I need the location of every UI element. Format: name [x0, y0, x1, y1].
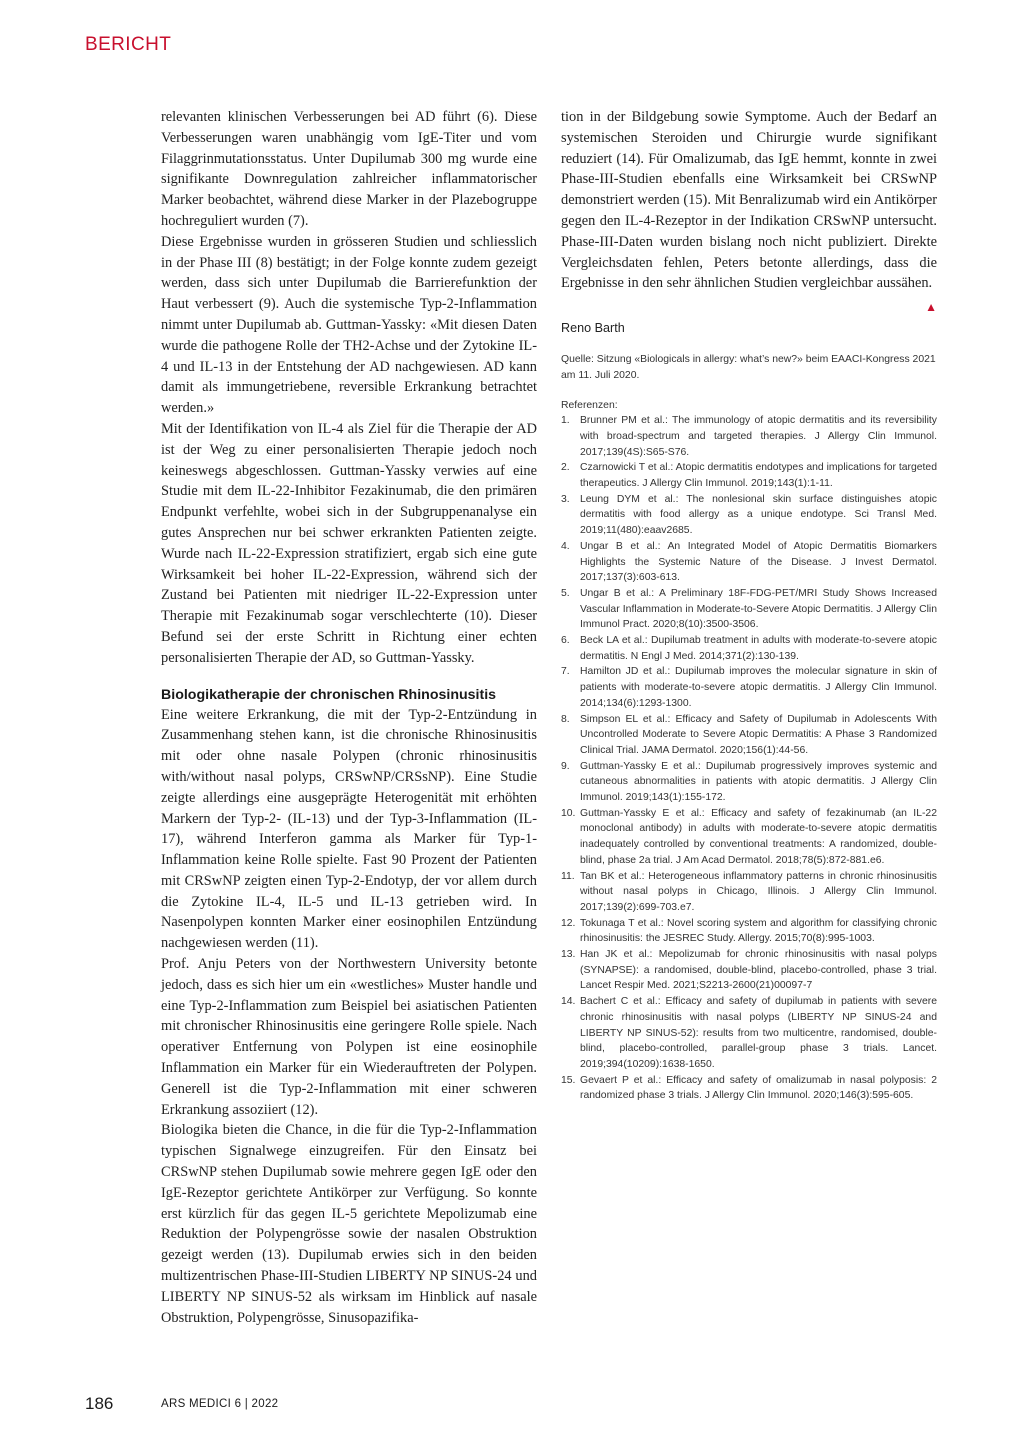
reference-text: Ungar B et al.: A Preliminary 18F-FDG-PET/MRI Study Shows Increased Vascular Inflammation in Moderate-to-Severe Atopic Dermatitis. J Allergy Clin Immunol Pract. 2020;8(10):3500-3506.: [580, 587, 937, 631]
reference-text: Gevaert P et al.: Efficacy and safety of omalizumab in nasal polyposis: 2 randomized phase 3 trials. J Allergy Clin Immunol. 2020;146(3):595-605.: [580, 1074, 937, 1102]
body-paragraph: Mit der Identifikation von IL-4 als Ziel für die Therapie der AD ist der Weg zu einer personalisierten Therapie jedoch noch keineswegs abgeschlossen. Guttman-Yassky verwies auf eine Studie mit dem IL-22-Inhibitor Fezakinumab, die den primären Endpunkt verfehlte, wobei sich in der Subgruppenanalyse ein gutes Ansprechen nur bei schwer erkrankten Patienten zeigte. Wurde nach IL-22-Expression stratifiziert, ergab sich eine gute Wirksamkeit bei hoher IL-22-Expression, während sich der Zustand bei Patienten mit niedriger IL-22-Expression unter Therapie mit Fezakinumab sogar verschlechterte (10). Dieser Befund sei der erste Schritt in Richtung einer echten personalisierten Therapie der AD, so Guttman-Yassky.: [161, 420, 537, 666]
page-number: 186: [85, 1394, 114, 1413]
left-column: [161, 107, 537, 1328]
reference-text: Leung DYM et al.: The nonlesional skin surface distinguishes atopic dermatitis with food allergy as a unique endotype. Sci Transl Med. 2019;11(480):eaav2685.: [580, 493, 937, 537]
reference-item: [561, 586, 937, 633]
reference-item: [561, 712, 937, 759]
reference-text: Bachert C et al.: Efficacy and safety of dupilumab in patients with severe chronic rhinosinusitis with nasal polyps (LIBERTY NP SINUS-24 and LIBERTY NP SINUS-52): results from two multicentre, randomised, double-blind, placebo-controlled, parallel-group phase 3 trials. Lancet. 2019;394(10209):1638-1650.: [580, 996, 937, 1070]
body-paragraph: Eine weitere Erkrankung, die mit der Typ-2-Entzündung in Zusammenhang stehen kann, ist die chronische Rhinosinusitis mit oder ohne nasale Polypen (chronic rhinosinusitis with/without nasal polyps, CRSwNP/CRSsNP). Eine Studie zeigte allerdings eine ausgeprägte Heterogenität mit erhöhten Markern der Typ-2- (IL-13) und der Typ-3-Inflammation (IL-17), während Interferon gamma als Marker für Typ-1-Inflammation keine Rolle spielte. Fast 90 Prozent der Patienten mit CRSwNP zeigten einen Typ-2-Endotyp, der vor allem durch die Zytokine IL-4, IL-5 und IL-13 getrieben wird. In Nasenpolypen konnten Marker einer eosinophilen Entzündung nachgewiesen werden (11).: [161, 706, 537, 952]
reference-item: [561, 994, 937, 1073]
reference-text: Beck LA et al.: Dupilumab treatment in adults with moderate-to-severe atopic dermatitis. N Engl J Med. 2014;371(2):130-139.: [580, 635, 937, 662]
reference-number: 9.: [561, 760, 570, 772]
body-text: tion in der Bildgebung sowie Symptome. Auch der Bedarf an systemischen Steroiden und Chirurgie wurde signifikant reduziert (14). Für Omalizumab, das IgE hemmt, konnte in zwei Phase-III-Studien ebenfalls eine Wirksamkeit bei CRSwNP demonstriert werden (15). Mit Benralizumab wird ein Antikörper gegen den IL-4-Rezeptor in der Indikation CRSwNP untersucht. Phase-III-Daten wurden bislang noch nicht publiziert. Direkte Vergleichsdaten fehlen, Peters betonte allerdings, dass die Ergebnisse in den sehr ähnlichen Studien vergleichbar aussähen.: [561, 109, 937, 292]
reference-number: 7.: [561, 666, 570, 678]
reference-item: [561, 916, 937, 947]
references-heading: Referenzen:: [561, 400, 618, 412]
body-paragraph: Biologika bieten die Chance, in die für die Typ-2-Inflammation typischen Signalwege einzugreifen. Für den Einsatz bei CRSwNP stehen Dupilumab sowie mehrere gegen IgE oder den IgE-Rezeptor gerichtete Antikörper zur Verfügung. So konnte erst kürzlich für das gegen IL-5 gerichtete Mepolizumab eine Reduktion der Polypengrösse sowie der nasalen Obstruktion gezeigt werden (13). Dupilumab erwies sich in den beiden multizentrischen Phase-III-Studien LIBERTY NP SINUS-24 und LIBERTY NP SINUS-52 als wirksam im Hinblick auf nasale Obstruktion, Polypengrösse, Sinusopazifika-: [161, 1122, 537, 1326]
reference-item: [561, 633, 937, 664]
reference-text: Simpson EL et al.: Efficacy and Safety of Dupilumab in Adolescents With Uncontrolled Moderate to Severe Atopic Dermatitis: A Phase 3 Randomized Clinical Trial. JAMA Dermatol. 2020;156(1):44-56.: [580, 713, 937, 756]
reference-number: 8.: [561, 713, 570, 725]
reference-text: Ungar B et al.: An Integrated Model of Atopic Dermatitis Biomarkers Highlights the Systemic Nature of the Disease. J Invest Dermatol. 2017;137(3):603-613.: [580, 540, 937, 584]
section-label: BERICHT: [85, 34, 172, 55]
reference-text: Han JK et al.: Mepolizumab for chronic rhinosinusitis with nasal polyps (SYNAPSE): a randomised, double-blind, placebo-controlled, phase 3 trial. Lancet Respir Med. 2021;S2213-2600(21)00097-7: [580, 949, 937, 992]
reference-text: Hamilton JD et al.: Dupilumab improves the molecular signature in skin of patients with moderate-to-severe atopic dermatitis. J Allergy Clin Immunol. 2014;134(6):1293-1300.: [580, 666, 937, 709]
section-subheading: Biologikatherapie der chronischen Rhinosinusitis: [161, 686, 497, 703]
reference-text: Brunner PM et al.: The immunology of atopic dermatitis and its reversibility with broad-spectrum and targeted therapies. J Allergy Clin Immunol. 2017;139(4S):S65-S76.: [580, 415, 937, 458]
reference-item: [561, 1073, 937, 1104]
reference-number: 11.: [561, 870, 575, 882]
reference-item: [561, 806, 937, 869]
reference-item: [561, 664, 937, 711]
reference-number: 13.: [561, 949, 576, 961]
source-note: Quelle: Sitzung «Biologicals in allergy: what’s new?» beim EAACI-Kongress 2021 am 11. Juli 2020.: [561, 354, 936, 381]
reference-number: 15.: [561, 1074, 576, 1086]
reference-number: 2.: [561, 462, 570, 474]
reference-number: 4.: [561, 540, 570, 552]
reference-item: [561, 413, 937, 460]
reference-number: 12.: [561, 917, 576, 929]
reference-text: Tokunaga T et al.: Novel scoring system and algorithm for classifying chronic rhinosinusitis: the JESREC Study. Allergy. 2015;70(8):995-1003.: [580, 917, 937, 945]
journal-issue: ARS MEDICI 6 | 2022: [161, 1398, 279, 1410]
reference-item: [561, 947, 937, 994]
reference-item: [561, 539, 937, 586]
reference-number: 5.: [561, 587, 570, 599]
body-paragraph: Diese Ergebnisse wurden in grösseren Studien und schliesslich in der Phase III (8) bestätigt; in der Folge konnte zudem gezeigt werden, dass sich unter Dupilumab die Barrierefunktion der Haut verbessert (9). Auch die systemische Typ-2-Inflammation nimmt unter Dupilumab ab. Guttman-Yassky: «Mit diesen Daten wurde die pathogene Rolle der TH2-Achse und der Zytokine IL-4 und IL-13 in der Entstehung der AD nachgewiesen. AD kann damit als immungetriebene, reversible Erkrankung betrachtet werden.»: [161, 233, 537, 417]
reference-number: 10.: [561, 807, 576, 819]
reference-text: Tan BK et al.: Heterogeneous inflammatory patterns in chronic rhinosinusitis without nasal polyps in Chicago, Illinois. J Allergy Clin Immunol. 2017;139(2):699-703.e7.: [580, 870, 937, 913]
reference-number: 3.: [561, 493, 570, 505]
reference-number: 1.: [561, 415, 570, 427]
reference-item: [561, 869, 937, 916]
reference-item: [561, 492, 937, 539]
reference-text: Czarnowicki T et al.: Atopic dermatitis endotypes and implications for targeted therapeutics. J Allergy Clin Immunol. 2019;143(1):1-11.: [580, 462, 937, 489]
author-name: Reno Barth: [561, 321, 625, 336]
references-list: [561, 413, 937, 1104]
reference-number: 6.: [561, 635, 570, 647]
body-paragraph: relevanten klinischen Verbesserungen bei AD führt (6). Diese Verbesserungen waren unabhängig vom IgE-Titer und vom Filaggrinmutationsstatus. Unter Dupilumab 300 mg wurde eine signifikante Downregulation zahlreicher inflammatorischer Marker beobachtet, während diese Marker in der Plazebogruppe hochreguliert wurden (7).: [161, 109, 537, 229]
body-paragraph: Prof. Anju Peters von der Northwestern University betonte jedoch, dass es sich hier um ein «westliches» Muster handle und eine Typ-2-Inflammation zum Beispiel bei asiatischen Patienten mit chronischer Rhinosinusitis eine geringere Rolle spiele. Nach operativer Entfernung von Polypen ist eine eosinophile Inflammation ein Marker für ein Wiederauftreten der Polypen. Generell ist die Typ-2-Inflammation mit einer schweren Erkrankung assoziiert (12).: [161, 956, 537, 1118]
reference-number: 14.: [561, 996, 576, 1008]
body-paragraph: [561, 107, 937, 315]
reference-text: Guttman-Yassky E et al.: Dupilumab progressively improves systemic and cutaneous abnormalities in patients with atopic dermatitis. J Allergy Clin Immunol. 2019;143(1):155-172.: [580, 760, 937, 804]
right-column: [561, 107, 937, 1104]
reference-text: Guttman-Yassky E et al.: Efficacy and safety of fezakinumab (an IL-22 monoclonal antibody) in adults with moderate-to-severe atopic dermatitis inadequately controlled by conventional treatments: A randomized, double-blind, phase 2a trial. J Am Acad Dermatol. 2018;78(5):872-881.e6.: [580, 807, 937, 866]
reference-item: [561, 759, 937, 806]
reference-item: [561, 460, 937, 491]
end-of-article-icon: ▲: [925, 300, 937, 315]
